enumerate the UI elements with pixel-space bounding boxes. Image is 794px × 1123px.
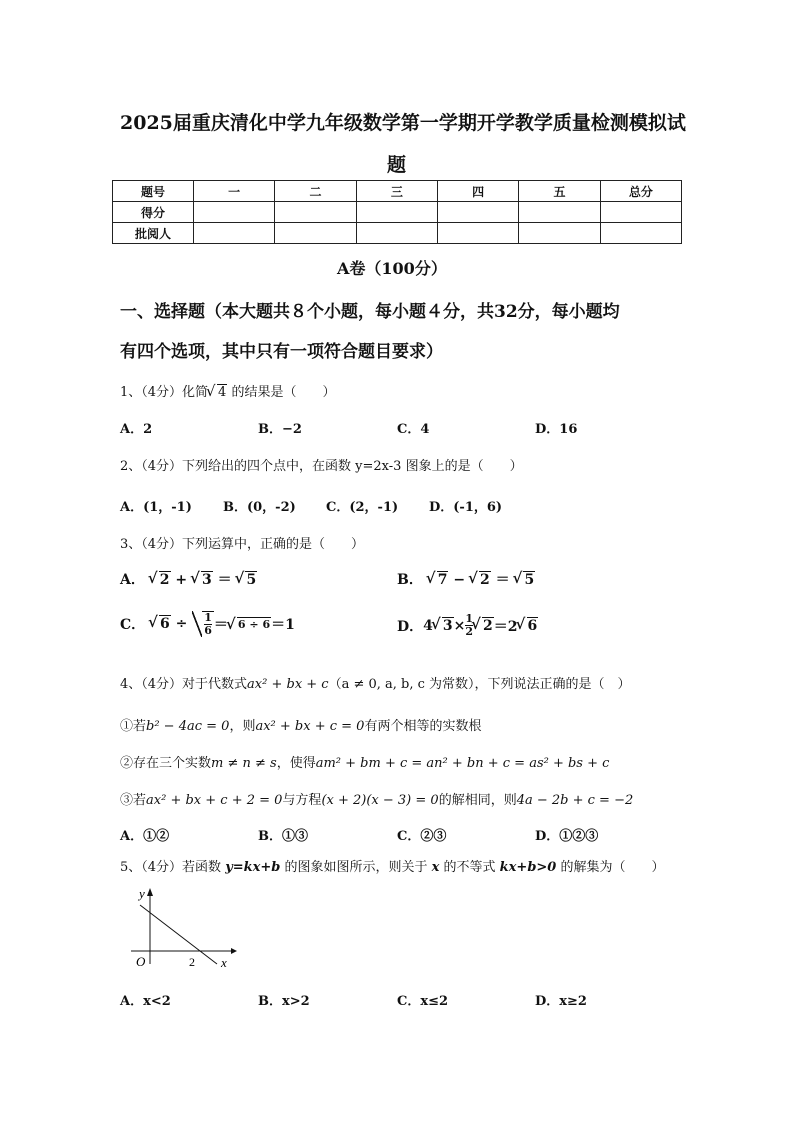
statement-text: 与方程: [282, 793, 322, 808]
q3-option-b[interactable]: [397, 569, 535, 589]
radicand: 3: [201, 572, 212, 588]
q3-option-d[interactable]: [397, 613, 538, 638]
question-2: 2、（4分）下列给出的四个点中，在函数 y=2x-3 图象上的是（ ）: [120, 459, 523, 474]
score-input-cell[interactable]: [356, 223, 437, 244]
q4-text: （a ≠ 0, a, b, c 为常数），下列说法正确的是（ ）: [328, 677, 631, 692]
score-table-header: [113, 181, 682, 202]
operator: ＝2: [493, 618, 518, 635]
x-axis-arrow: [231, 948, 237, 954]
operator: −: [453, 572, 466, 588]
score-table-row: [113, 223, 682, 244]
q2-option-c[interactable]: C．(2，-1): [326, 500, 399, 515]
coefficient: 4: [423, 617, 433, 634]
statement-math: m ≠ n ≠ s: [211, 756, 277, 771]
score-input-cell[interactable]: [519, 223, 600, 244]
option-label: A．: [120, 572, 145, 588]
sqrt-symbol: [192, 611, 214, 637]
q2-option-d[interactable]: D．(-1，6): [429, 500, 503, 515]
sqrt-symbol: [151, 616, 171, 632]
radicand: 2: [479, 572, 490, 588]
score-row-label: 得分: [113, 202, 194, 223]
score-input-cell[interactable]: [600, 202, 681, 223]
sqrt-symbol: [429, 572, 449, 588]
radicand: 6: [160, 616, 170, 632]
statement-text: ①若: [120, 719, 147, 734]
score-cell: 二: [275, 181, 356, 202]
numerator: 1: [204, 611, 212, 624]
score-input-cell[interactable]: [437, 202, 518, 223]
score-table-row: [113, 202, 682, 223]
statement-math: ax² + bx + c = 0: [255, 719, 365, 734]
sqrt-symbol: [151, 572, 171, 588]
statement-math: b² − 4ac = 0: [146, 719, 230, 734]
q2-option-b[interactable]: B．(0，-2): [223, 500, 296, 515]
statement-text: ，使得: [276, 756, 316, 771]
y-axis-arrow: [147, 888, 153, 896]
question-5: [120, 856, 665, 875]
score-input-cell[interactable]: [194, 223, 275, 244]
numerator: 1: [465, 612, 474, 625]
statement-math: 4a − 2b + c = −2: [516, 793, 634, 808]
q4-option-a[interactable]: A．①②: [120, 829, 170, 844]
operator: ＝: [213, 617, 228, 633]
q1-option-c[interactable]: C．4: [397, 422, 430, 437]
sqrt-symbol: [434, 618, 454, 634]
operator: +: [175, 572, 188, 588]
part-a-heading: A卷（100分）: [337, 259, 447, 278]
y-axis-label: y: [139, 886, 145, 901]
statement-math: am² + bm + c = an² + bn + c = as² + bs + c: [315, 756, 610, 771]
q4-statement-3: [120, 789, 633, 808]
q3-option-c[interactable]: [120, 611, 295, 637]
q4-text: 4、（4分）对于代数式: [120, 677, 248, 692]
q1-option-a[interactable]: A．2: [120, 422, 153, 437]
q4-option-d[interactable]: D．①②③: [535, 829, 599, 844]
origin-label: O: [136, 954, 146, 969]
page-title-cont: 题: [387, 154, 407, 176]
fraction: [204, 612, 212, 637]
q3-option-a[interactable]: [120, 569, 257, 589]
score-cell: 总分: [600, 181, 681, 202]
q1-suffix: 的结果是（ ）: [231, 385, 336, 400]
statement-text: ②存在三个实数: [120, 756, 212, 771]
score-cell: 四: [437, 181, 518, 202]
denominator: 6: [204, 624, 212, 637]
sqrt-symbol: [515, 572, 535, 588]
score-input-cell[interactable]: [194, 202, 275, 223]
section-heading: 一、选择题（本大题共８个小题，每小题４分，共32分，每小题均: [120, 302, 620, 322]
x-intercept-label: 2: [189, 955, 195, 969]
sqrt-symbol: [471, 572, 491, 588]
page-title: 2025届重庆清化中学九年级数学第一学期开学教学质量检测模拟试: [120, 112, 686, 134]
radicand: 5: [524, 572, 535, 588]
radicand: 6 ÷ 6: [237, 617, 271, 631]
option-label: D．: [397, 618, 424, 635]
q4-statement-2: [120, 752, 609, 771]
operator: ＝: [495, 572, 510, 588]
radicand: 5: [246, 572, 257, 588]
score-table: [112, 180, 682, 244]
option-label: C．: [120, 617, 146, 633]
score-input-cell[interactable]: [437, 223, 518, 244]
q5-function: y=kx+b: [225, 860, 281, 875]
radicand: 7: [437, 572, 448, 588]
result: ＝1: [271, 617, 295, 633]
score-input-cell[interactable]: [275, 202, 356, 223]
function-line: [140, 905, 217, 964]
q5-option-c[interactable]: C．x≤2: [397, 994, 449, 1009]
score-input-cell[interactable]: [356, 202, 437, 223]
statement-math: (x + 2)(x − 3) = 0: [321, 793, 439, 808]
statement-text: ，则: [229, 719, 256, 734]
q4-option-b[interactable]: B．①③: [258, 829, 308, 844]
q5-variable: x: [431, 860, 440, 875]
q5-text: 5、（4分）若函数: [120, 860, 226, 875]
statement-text: ③若: [120, 793, 147, 808]
q5-graph: [125, 882, 245, 972]
radicand: 6: [527, 617, 538, 634]
q1-prefix: 1、（4分）化简: [120, 385, 209, 400]
option-label: B．: [397, 572, 423, 588]
statement-text: 有两个相等的实数根: [364, 719, 482, 734]
q1-option-b[interactable]: B．−2: [258, 422, 302, 437]
radicand: 2: [483, 617, 493, 634]
radicand: 3: [442, 617, 453, 634]
q5-text: 的解集为（ ）: [556, 860, 665, 875]
operator: ＝: [217, 572, 232, 588]
q5-text: 的图象如图所示，则关于: [280, 860, 432, 875]
score-cell: 题号: [113, 181, 194, 202]
sqrt-symbol: [474, 618, 494, 634]
radicand: 2: [159, 572, 170, 588]
score-row-label: 批阅人: [113, 223, 194, 244]
q1-radicand: 4: [218, 385, 227, 400]
question-3: 3、（4分）下列运算中，正确的是（ ）: [120, 537, 365, 552]
sqrt-symbol: [229, 618, 271, 631]
q4-option-c[interactable]: C．②③: [397, 829, 447, 844]
statement-math: ax² + bx + c + 2 = 0: [146, 793, 283, 808]
q4-statement-1: [120, 715, 481, 734]
q5-option-d[interactable]: D．x≥2: [535, 994, 587, 1009]
q1-option-d[interactable]: D．16: [535, 422, 578, 437]
score-input-cell[interactable]: [519, 202, 600, 223]
sqrt-symbol: [209, 385, 227, 400]
sqrt-symbol: [519, 618, 539, 634]
score-cell: 一: [194, 181, 275, 202]
statement-text: 的解相同，则: [438, 793, 517, 808]
denominator: 2: [465, 625, 474, 638]
sqrt-symbol: [193, 572, 213, 588]
q5-option-b[interactable]: B．x>2: [258, 994, 310, 1009]
q2-option-a[interactable]: A．(1，-1): [120, 500, 192, 515]
q5-option-a[interactable]: A．x<2: [120, 994, 171, 1009]
x-axis-label: x: [221, 955, 227, 970]
operator: ×: [453, 617, 466, 634]
q5-text: 的不等式: [439, 860, 500, 875]
section-heading-cont: 有四个选项，其中只有一项符合题目要求）: [120, 342, 443, 362]
sqrt-symbol: [237, 572, 257, 588]
score-input-cell[interactable]: [275, 223, 356, 244]
q4-expression: ax² + bx + c: [247, 677, 329, 692]
operator: ÷: [175, 616, 188, 632]
score-input-cell[interactable]: [600, 223, 681, 244]
score-cell: 三: [356, 181, 437, 202]
score-cell: 五: [519, 181, 600, 202]
question-1: [120, 381, 335, 400]
q5-inequality: kx+b>0: [499, 860, 557, 875]
question-4: [120, 673, 631, 692]
